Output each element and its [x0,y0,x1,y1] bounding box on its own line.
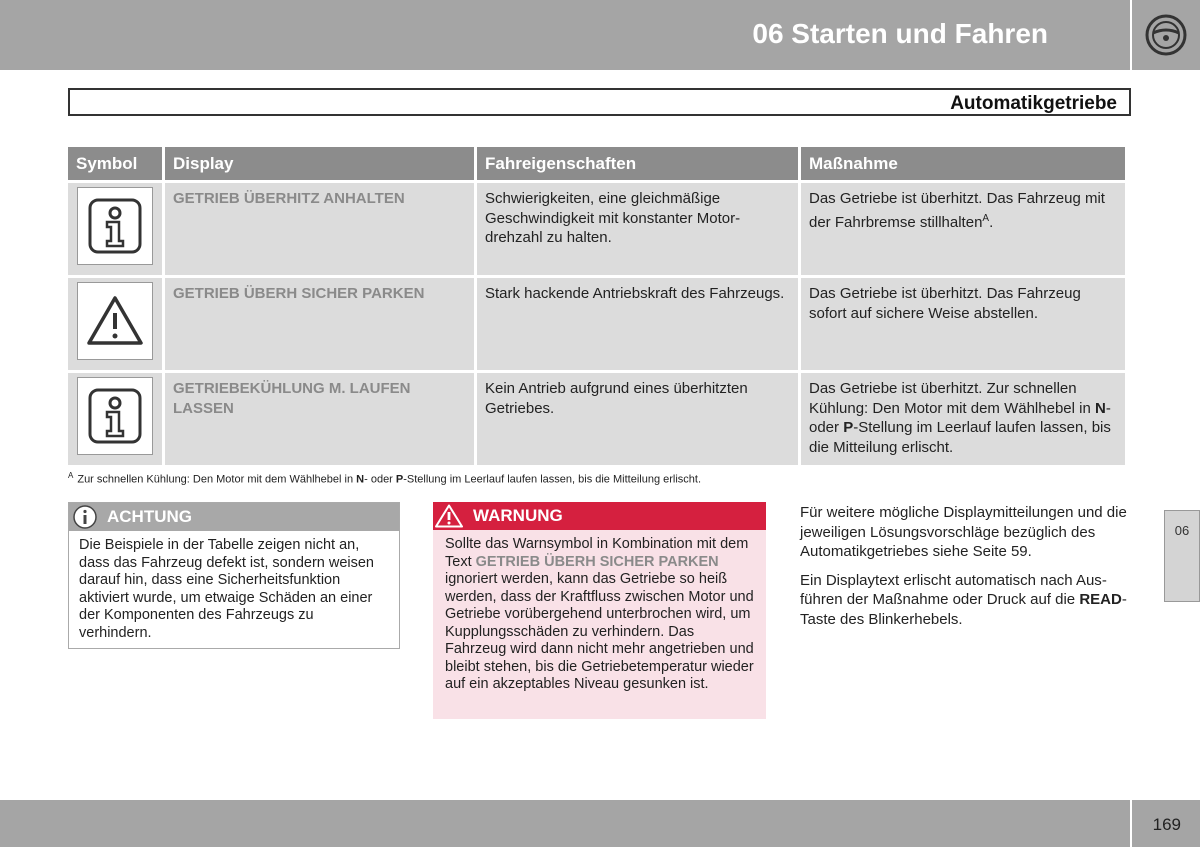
achtung-box [68,502,400,649]
achtung-header [69,503,399,531]
table-row [68,278,1125,370]
fahreigenschaften-text: Kein Antrieb aufgrund eines überhitzten Getriebes. [477,373,798,465]
right-column-text [800,503,1140,638]
chapter-icon-box [1132,0,1200,70]
warning-triangle-icon [435,504,463,528]
symbol-cell [68,278,162,370]
table-header-row [68,147,1125,180]
warnung-text: Sollte das Warnsymbol in Kombination mit dem Text GETRIEB ÜBERH SICHER PARKEN ignoriert werden, kann das Getriebe so heiß werden, dass der Kraftfluss zwischen Motor und Getriebe vorübergehend unterbrochen wird, um Kupplungsschäden zu verhindern. Das Fahrzeug wird dann nicht mehr angetrieben und bleibt stehen, bis die Getriebetemperatur wieder auf ein akzeptables Niveau gesunken ist. [445,536,754,692]
achtung-label: ACHTUNG [107,507,192,526]
column-header-massnahme: Maßnahme [801,147,1125,180]
massnahme-text: Das Getriebe ist überhitzt. Das Fahrzeug mit der Fahrbremse stillhalten$^A$. [801,183,1125,275]
table-row [68,183,1125,275]
achtung-text: Die Beispiele in der Tabelle zeigen nicht an, dass das Fahrzeug defekt ist, sondern weisen darauf hin, dass eine Sicherheitsfunktion aktiviert wurde, um etwaige Schäden an einer der Komponenten des Fahrzeugs zu verhindern. [79,537,374,641]
fahreigenschaften-text: Stark hackende Antriebskraft des Fahrzeugs. [477,278,798,370]
steering-wheel-icon [1144,13,1188,57]
warning-triangle-icon [77,282,153,360]
massnahme-text: Das Getriebe ist überhitzt. Das Fahrzeug sofort auf sichere Weise abstellen. [801,278,1125,370]
table-footnote: $^A$ Zur schnellen Kühlung: Den Motor mit dem Wählhebel in N- oder P-Stellung im Leerlauf laufen lassen, bis die Mitteilung erlischt. [68,471,702,486]
display-messages-table [65,144,1128,468]
page-number: 169 [1152,815,1181,834]
section-title-box [68,88,1131,116]
warnung-header [433,502,766,530]
display-text: GETRIEB ÜBERHITZ ANHALTEN [165,183,474,275]
warnung-label: WARNUNG [473,506,563,525]
header-bar [0,0,1130,70]
symbol-cell [68,373,162,465]
display-text: GETRIEB ÜBERH SICHER PARKEN [165,278,474,370]
info-icon [77,377,153,455]
display-text: GETRIEBEKÜHLUNG M. LAUFEN LASSEN [165,373,474,465]
symbol-cell [68,183,162,275]
chapter-tab: 06 [1164,510,1200,602]
paragraph: Ein Displaytext erlischt automatisch nach Ausführen der Maßnahme oder Druck auf die READ-Taste des Blinkerhebels. [800,571,1127,628]
fahreigenschaften-text: Schwierigkeiten, eine gleichmäßige Geschwindigkeit mit konstanter Motordrehzahl zu halten. [477,183,798,275]
column-header-display: Display [165,147,474,180]
table-row [68,373,1125,465]
info-icon [73,505,97,529]
section-title: Automatikgetriebe [950,93,1117,114]
paragraph: Für weitere mögliche Displaymitteilungen und die jeweiligen Lösungsvorschläge bezüglich des Automatikgetriebes siehe Seite 59. [800,504,1127,560]
column-header-symbol: Symbol [68,147,162,180]
column-header-fahreigenschaften: Fahreigenschaften [477,147,798,180]
warnung-box [433,502,766,719]
info-icon [77,187,153,265]
chapter-title: 06 Starten und Fahren [752,18,1048,49]
massnahme-text: Das Getriebe ist überhitzt. Zur schnellen Kühlung: Den Motor mit dem Wählhebel in N- oder P-Stellung im Leerlauf laufen lassen, bis die Mitteilung erlischt. [801,373,1125,465]
footer-bar [0,800,1130,847]
